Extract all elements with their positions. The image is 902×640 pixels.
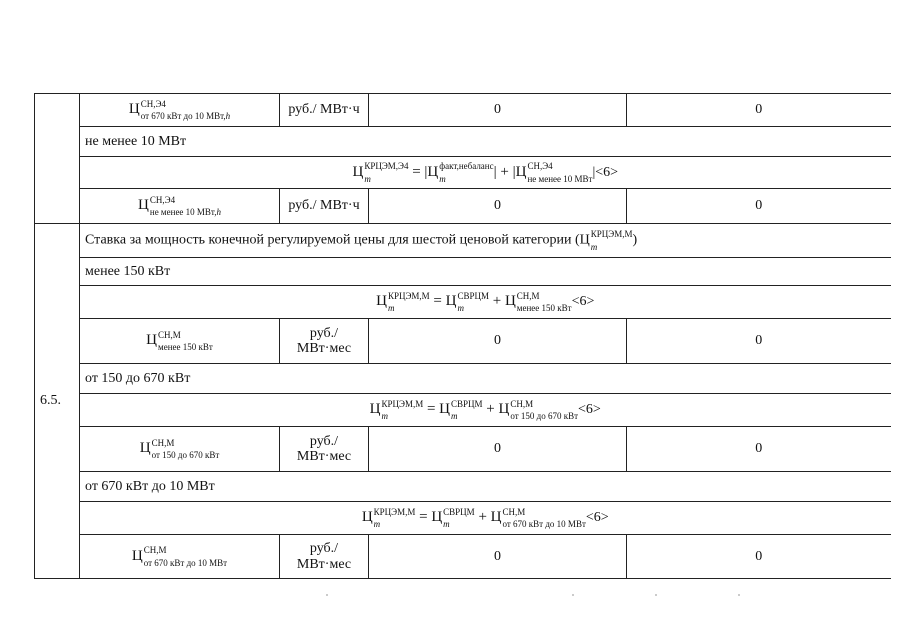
table-row [35,157,891,189]
tariff-symbol: Ц СН,Э4 не менее 10 МВт,h [138,194,221,217]
speck [326,594,328,596]
value-cell: 0 [627,189,891,224]
table-row [35,319,891,364]
tariff-symbol: Ц СН,М от 150 до 670 кВт [139,437,220,460]
scan-specks [0,594,902,604]
value-cell: 0 [369,535,627,579]
symbol-cell [80,427,280,472]
speck [738,594,740,596]
formula: Ц КРЦЭМ,М m = Ц СВРЦМ m + Ц СН,М от 670 кВт до 10 МВт <6> [361,506,609,529]
table-row [35,189,891,224]
formula-row [80,502,891,535]
group-label: не менее 10 МВт [80,127,891,157]
unit-cell: руб./ МВт·ч [280,189,369,224]
value-cell: 0 [369,94,627,127]
value-cell: 0 [627,319,891,364]
group-label: от 670 кВт до 10 МВт [80,472,891,502]
formula-row [80,394,891,427]
value-cell: 0 [369,189,627,224]
formula: Ц КРЦЭМ,М m = Ц СВРЦМ m + Ц СН,М от 150 до 670 кВт <6> [369,398,601,421]
group-label: менее 150 кВт [80,258,891,286]
table-row [35,472,891,502]
table-row [35,427,891,472]
tariff-symbol: Ц СН,М менее 150 кВт [146,329,213,352]
unit-cell: руб./ МВт·ч [280,94,369,127]
symbol-cell [80,94,280,127]
table-row [35,502,891,535]
formula: Ц КРЦЭМ,М m = Ц СВРЦМ m + Ц СН,М менее 150 кВт <6> [376,290,595,313]
value-cell: 0 [369,427,627,472]
unit-cell: руб./ МВт·мес [280,319,369,364]
table-row [35,127,891,157]
value-cell: 0 [369,319,627,364]
unit-cell: руб./ МВт·мес [280,535,369,579]
value-cell: 0 [627,535,891,579]
table-row [35,364,891,394]
table-row [35,394,891,427]
table-row [35,258,891,286]
table-row [35,224,891,258]
table-row [35,535,891,579]
section-title: Ставка за мощность конечной регулируемой цены для шестой ценовой категории (Ц КРЦЭМ,М m ) [80,224,891,258]
tariff-table [34,93,891,579]
section-number: 6.5. [35,224,80,579]
section-number-cell [35,94,80,224]
speck [655,594,657,596]
formula-row [80,286,891,319]
formula-row [80,157,891,189]
table-row [35,286,891,319]
value-cell: 0 [627,427,891,472]
symbol-cell [80,535,280,579]
table-row [35,94,891,127]
symbol-cell [80,189,280,224]
tariff-symbol: Ц СН,Э4 от 670 кВт до 10 МВт,h [128,98,231,121]
unit-cell: руб./ МВт·мес [280,427,369,472]
speck [572,594,574,596]
symbol-cell [80,319,280,364]
group-label: от 150 до 670 кВт [80,364,891,394]
value-cell: 0 [627,94,891,127]
formula: Ц КРЦЭМ,Э4 m = |Ц факт,небаланс m | + |Ц СН,Э4 не менее 10 МВт |<6> [352,161,619,184]
tariff-symbol: Ц СН,М от 670 кВт до 10 МВт [131,545,228,568]
